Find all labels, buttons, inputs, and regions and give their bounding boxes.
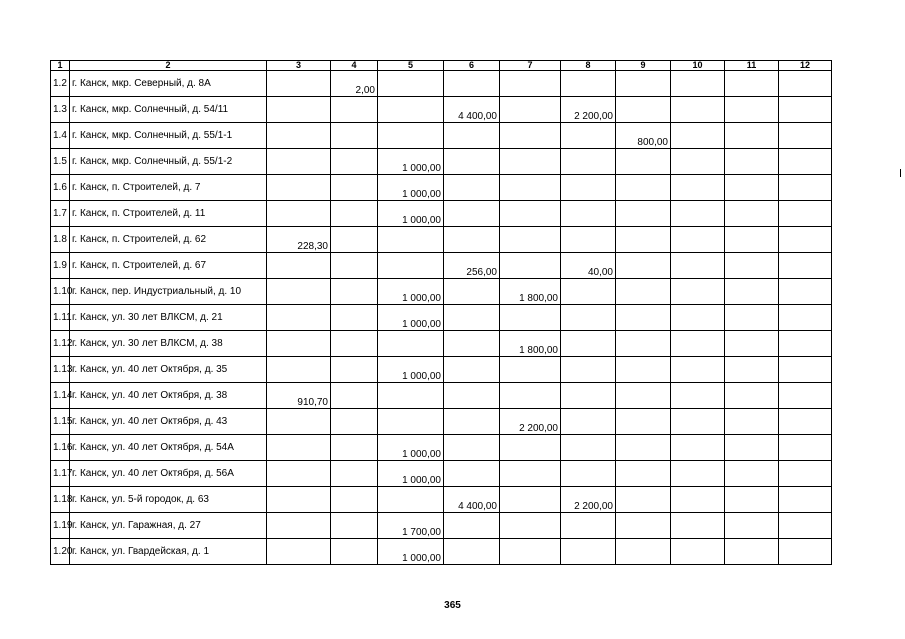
value-cell-5: 1 000,00 <box>378 539 444 565</box>
value-cell-3 <box>267 71 331 97</box>
value-cell-6 <box>444 357 500 383</box>
value-cell-6 <box>444 227 500 253</box>
value-cell-12 <box>779 513 832 539</box>
value-cell-4 <box>331 487 378 513</box>
value-cell-7 <box>500 97 561 123</box>
value-cell-4 <box>331 461 378 487</box>
value-cell-12 <box>779 435 832 461</box>
row-number: 1.17 <box>51 461 70 487</box>
value-cell-8 <box>561 279 616 305</box>
value-cell-7 <box>500 513 561 539</box>
row-number: 1.18 <box>51 487 70 513</box>
value-cell-12 <box>779 227 832 253</box>
column-header: 2 <box>70 61 267 71</box>
value-cell-9 <box>616 435 671 461</box>
address-cell: г. Канск, пер. Индустриальный, д. 10 <box>70 279 267 305</box>
value-cell-5: 1 700,00 <box>378 513 444 539</box>
value-cell-9 <box>616 71 671 97</box>
value-cell-12 <box>779 149 832 175</box>
address-cell: г. Канск, мкр. Солнечный, д. 55/1-1 <box>70 123 267 149</box>
column-header: 8 <box>561 61 616 71</box>
value-cell-8 <box>561 305 616 331</box>
row-number: 1.9 <box>51 253 70 279</box>
value-cell-8 <box>561 513 616 539</box>
value-cell-3 <box>267 409 331 435</box>
value-cell-7 <box>500 253 561 279</box>
value-cell-10 <box>671 97 725 123</box>
row-number: 1.12 <box>51 331 70 357</box>
value-cell-11 <box>725 149 779 175</box>
value-cell-9 <box>616 305 671 331</box>
value-cell-8 <box>561 539 616 565</box>
value-cell-4 <box>331 305 378 331</box>
value-cell-9 <box>616 409 671 435</box>
value-cell-5 <box>378 331 444 357</box>
value-cell-10 <box>671 175 725 201</box>
value-cell-7 <box>500 435 561 461</box>
value-cell-11 <box>725 123 779 149</box>
column-header: 10 <box>671 61 725 71</box>
row-number: 1.5 <box>51 149 70 175</box>
value-cell-9 <box>616 357 671 383</box>
value-cell-3: 910,70 <box>267 383 331 409</box>
value-cell-4 <box>331 357 378 383</box>
value-cell-6 <box>444 201 500 227</box>
value-cell-9 <box>616 461 671 487</box>
value-cell-7 <box>500 305 561 331</box>
address-cell: г. Канск, ул. 30 лет ВЛКСМ, д. 21 <box>70 305 267 331</box>
table-row <box>51 253 832 279</box>
value-cell-4 <box>331 539 378 565</box>
value-cell-7 <box>500 149 561 175</box>
table-row <box>51 383 832 409</box>
value-cell-6 <box>444 175 500 201</box>
value-cell-10 <box>671 123 725 149</box>
value-cell-11 <box>725 539 779 565</box>
value-cell-4 <box>331 97 378 123</box>
value-cell-6 <box>444 409 500 435</box>
value-cell-7: 1 800,00 <box>500 279 561 305</box>
column-header: 1 <box>51 61 70 71</box>
value-cell-5 <box>378 97 444 123</box>
address-cell: г. Канск, ул. Гаражная, д. 27 <box>70 513 267 539</box>
address-cell: г. Канск, ул. 30 лет ВЛКСМ, д. 38 <box>70 331 267 357</box>
value-cell-12 <box>779 123 832 149</box>
value-cell-9 <box>616 201 671 227</box>
value-cell-12 <box>779 487 832 513</box>
value-cell-10 <box>671 435 725 461</box>
data-table <box>50 60 832 565</box>
column-header: 12 <box>779 61 832 71</box>
value-cell-12 <box>779 409 832 435</box>
value-cell-3 <box>267 279 331 305</box>
value-cell-5: 1 000,00 <box>378 305 444 331</box>
table-row <box>51 305 832 331</box>
value-cell-6 <box>444 149 500 175</box>
address-cell: г. Канск, ул. 40 лет Октября, д. 54А <box>70 435 267 461</box>
table-row <box>51 409 832 435</box>
value-cell-6 <box>444 461 500 487</box>
value-cell-3: 228,30 <box>267 227 331 253</box>
value-cell-4 <box>331 201 378 227</box>
row-number: 1.14 <box>51 383 70 409</box>
address-cell: г. Канск, ул. 5-й городок, д. 63 <box>70 487 267 513</box>
value-cell-7 <box>500 71 561 97</box>
value-cell-6 <box>444 305 500 331</box>
value-cell-8 <box>561 123 616 149</box>
table-row <box>51 487 832 513</box>
value-cell-3 <box>267 201 331 227</box>
row-number: 1.19 <box>51 513 70 539</box>
value-cell-11 <box>725 279 779 305</box>
table-body <box>51 71 832 565</box>
value-cell-7 <box>500 175 561 201</box>
value-cell-4 <box>331 383 378 409</box>
value-cell-10 <box>671 227 725 253</box>
value-cell-11 <box>725 71 779 97</box>
address-cell: г. Канск, ул. Гвардейская, д. 1 <box>70 539 267 565</box>
value-cell-10 <box>671 383 725 409</box>
value-cell-5: 1 000,00 <box>378 175 444 201</box>
value-cell-11 <box>725 513 779 539</box>
value-cell-9 <box>616 487 671 513</box>
value-cell-3 <box>267 253 331 279</box>
value-cell-11 <box>725 175 779 201</box>
value-cell-3 <box>267 487 331 513</box>
table-row <box>51 461 832 487</box>
value-cell-7 <box>500 461 561 487</box>
value-cell-4 <box>331 435 378 461</box>
value-cell-8: 2 200,00 <box>561 487 616 513</box>
value-cell-12 <box>779 201 832 227</box>
column-header: 4 <box>331 61 378 71</box>
table-row <box>51 227 832 253</box>
value-cell-10 <box>671 331 725 357</box>
header-row <box>51 61 832 71</box>
value-cell-11 <box>725 253 779 279</box>
value-cell-5 <box>378 227 444 253</box>
value-cell-10 <box>671 461 725 487</box>
address-cell: г. Канск, мкр. Солнечный, д. 54/11 <box>70 97 267 123</box>
value-cell-9 <box>616 331 671 357</box>
column-header: 6 <box>444 61 500 71</box>
value-cell-10 <box>671 149 725 175</box>
value-cell-3 <box>267 513 331 539</box>
value-cell-5: 1 000,00 <box>378 435 444 461</box>
value-cell-7 <box>500 123 561 149</box>
value-cell-11 <box>725 305 779 331</box>
row-number: 1.20 <box>51 539 70 565</box>
table-row <box>51 175 832 201</box>
row-number: 1.11 <box>51 305 70 331</box>
value-cell-5 <box>378 253 444 279</box>
value-cell-7 <box>500 383 561 409</box>
value-cell-9 <box>616 279 671 305</box>
table-row <box>51 435 832 461</box>
value-cell-11 <box>725 357 779 383</box>
address-cell: г. Канск, ул. 40 лет Октября, д. 38 <box>70 383 267 409</box>
value-cell-11 <box>725 383 779 409</box>
value-cell-12 <box>779 279 832 305</box>
table-row <box>51 357 832 383</box>
value-cell-12 <box>779 383 832 409</box>
value-cell-12 <box>779 253 832 279</box>
value-cell-8 <box>561 149 616 175</box>
value-cell-9 <box>616 149 671 175</box>
value-cell-5: 1 000,00 <box>378 461 444 487</box>
value-cell-3 <box>267 461 331 487</box>
row-number: 1.7 <box>51 201 70 227</box>
value-cell-4 <box>331 123 378 149</box>
value-cell-12 <box>779 539 832 565</box>
table-row <box>51 123 832 149</box>
value-cell-5 <box>378 383 444 409</box>
column-header: 7 <box>500 61 561 71</box>
value-cell-9 <box>616 383 671 409</box>
value-cell-10 <box>671 357 725 383</box>
value-cell-3 <box>267 331 331 357</box>
value-cell-4 <box>331 175 378 201</box>
value-cell-11 <box>725 331 779 357</box>
table-row <box>51 201 832 227</box>
value-cell-11 <box>725 227 779 253</box>
address-cell: г. Канск, п. Строителей, д. 11 <box>70 201 267 227</box>
value-cell-7 <box>500 201 561 227</box>
value-cell-7: 2 200,00 <box>500 409 561 435</box>
value-cell-6 <box>444 513 500 539</box>
value-cell-3 <box>267 97 331 123</box>
value-cell-6 <box>444 435 500 461</box>
value-cell-8 <box>561 461 616 487</box>
address-cell: г. Канск, ул. 40 лет Октября, д. 43 <box>70 409 267 435</box>
value-cell-6 <box>444 383 500 409</box>
value-cell-4 <box>331 279 378 305</box>
table-row <box>51 97 832 123</box>
value-cell-7 <box>500 357 561 383</box>
table-row <box>51 149 832 175</box>
row-number: 1.13 <box>51 357 70 383</box>
row-number: 1.6 <box>51 175 70 201</box>
value-cell-10 <box>671 305 725 331</box>
value-cell-5 <box>378 71 444 97</box>
value-cell-3 <box>267 123 331 149</box>
value-cell-11 <box>725 487 779 513</box>
value-cell-10 <box>671 71 725 97</box>
value-cell-8 <box>561 201 616 227</box>
page-number: 365 <box>444 600 461 611</box>
row-number: 1.8 <box>51 227 70 253</box>
value-cell-10 <box>671 513 725 539</box>
value-cell-4: 2,00 <box>331 71 378 97</box>
value-cell-10 <box>671 539 725 565</box>
value-cell-4 <box>331 331 378 357</box>
value-cell-11 <box>725 409 779 435</box>
value-cell-12 <box>779 357 832 383</box>
column-header: 3 <box>267 61 331 71</box>
address-cell: г. Канск, мкр. Северный, д. 8А <box>70 71 267 97</box>
value-cell-6: 256,00 <box>444 253 500 279</box>
value-cell-6: 4 400,00 <box>444 487 500 513</box>
value-cell-10 <box>671 253 725 279</box>
table-row <box>51 513 832 539</box>
value-cell-5: 1 000,00 <box>378 279 444 305</box>
row-number: 1.15 <box>51 409 70 435</box>
value-cell-12 <box>779 71 832 97</box>
value-cell-4 <box>331 409 378 435</box>
value-cell-10 <box>671 487 725 513</box>
value-cell-5: 1 000,00 <box>378 357 444 383</box>
value-cell-9: 800,00 <box>616 123 671 149</box>
value-cell-11 <box>725 461 779 487</box>
value-cell-6 <box>444 279 500 305</box>
value-cell-3 <box>267 149 331 175</box>
row-number: 1.16 <box>51 435 70 461</box>
value-cell-9 <box>616 175 671 201</box>
value-cell-12 <box>779 461 832 487</box>
value-cell-9 <box>616 513 671 539</box>
value-cell-5 <box>378 487 444 513</box>
value-cell-8 <box>561 357 616 383</box>
value-cell-8 <box>561 409 616 435</box>
address-cell: г. Канск, ул. 40 лет Октября, д. 35 <box>70 357 267 383</box>
value-cell-6 <box>444 539 500 565</box>
value-cell-10 <box>671 201 725 227</box>
address-cell: г. Канск, п. Строителей, д. 67 <box>70 253 267 279</box>
table-row <box>51 539 832 565</box>
address-cell: г. Канск, п. Строителей, д. 7 <box>70 175 267 201</box>
table-row <box>51 279 832 305</box>
value-cell-12 <box>779 97 832 123</box>
value-cell-8: 2 200,00 <box>561 97 616 123</box>
value-cell-11 <box>725 97 779 123</box>
value-cell-7 <box>500 227 561 253</box>
value-cell-3 <box>267 435 331 461</box>
value-cell-8 <box>561 383 616 409</box>
value-cell-8 <box>561 227 616 253</box>
value-cell-10 <box>671 279 725 305</box>
column-header: 5 <box>378 61 444 71</box>
value-cell-6 <box>444 331 500 357</box>
value-cell-5 <box>378 123 444 149</box>
value-cell-4 <box>331 149 378 175</box>
row-number: 1.3 <box>51 97 70 123</box>
value-cell-7: 1 800,00 <box>500 331 561 357</box>
value-cell-6 <box>444 123 500 149</box>
value-cell-6: 4 400,00 <box>444 97 500 123</box>
value-cell-4 <box>331 253 378 279</box>
value-cell-3 <box>267 305 331 331</box>
value-cell-8: 40,00 <box>561 253 616 279</box>
value-cell-9 <box>616 97 671 123</box>
value-cell-3 <box>267 357 331 383</box>
value-cell-10 <box>671 409 725 435</box>
column-header: 9 <box>616 61 671 71</box>
table-row <box>51 331 832 357</box>
value-cell-9 <box>616 539 671 565</box>
value-cell-8 <box>561 435 616 461</box>
value-cell-5: 1 000,00 <box>378 201 444 227</box>
value-cell-12 <box>779 331 832 357</box>
row-number: 1.2 <box>51 71 70 97</box>
row-number: 1.10 <box>51 279 70 305</box>
value-cell-7 <box>500 487 561 513</box>
value-cell-3 <box>267 539 331 565</box>
table-row <box>51 71 832 97</box>
value-cell-8 <box>561 175 616 201</box>
value-cell-7 <box>500 539 561 565</box>
edge-mark <box>900 169 901 177</box>
value-cell-12 <box>779 305 832 331</box>
value-cell-8 <box>561 71 616 97</box>
value-cell-8 <box>561 331 616 357</box>
address-cell: г. Канск, п. Строителей, д. 62 <box>70 227 267 253</box>
value-cell-4 <box>331 227 378 253</box>
column-header: 11 <box>725 61 779 71</box>
value-cell-3 <box>267 175 331 201</box>
value-cell-6 <box>444 71 500 97</box>
value-cell-11 <box>725 435 779 461</box>
value-cell-9 <box>616 253 671 279</box>
value-cell-4 <box>331 513 378 539</box>
value-cell-12 <box>779 175 832 201</box>
value-cell-5: 1 000,00 <box>378 149 444 175</box>
row-number: 1.4 <box>51 123 70 149</box>
address-cell: г. Канск, ул. 40 лет Октября, д. 56А <box>70 461 267 487</box>
address-cell: г. Канск, мкр. Солнечный, д. 55/1-2 <box>70 149 267 175</box>
value-cell-5 <box>378 409 444 435</box>
value-cell-9 <box>616 227 671 253</box>
value-cell-11 <box>725 201 779 227</box>
